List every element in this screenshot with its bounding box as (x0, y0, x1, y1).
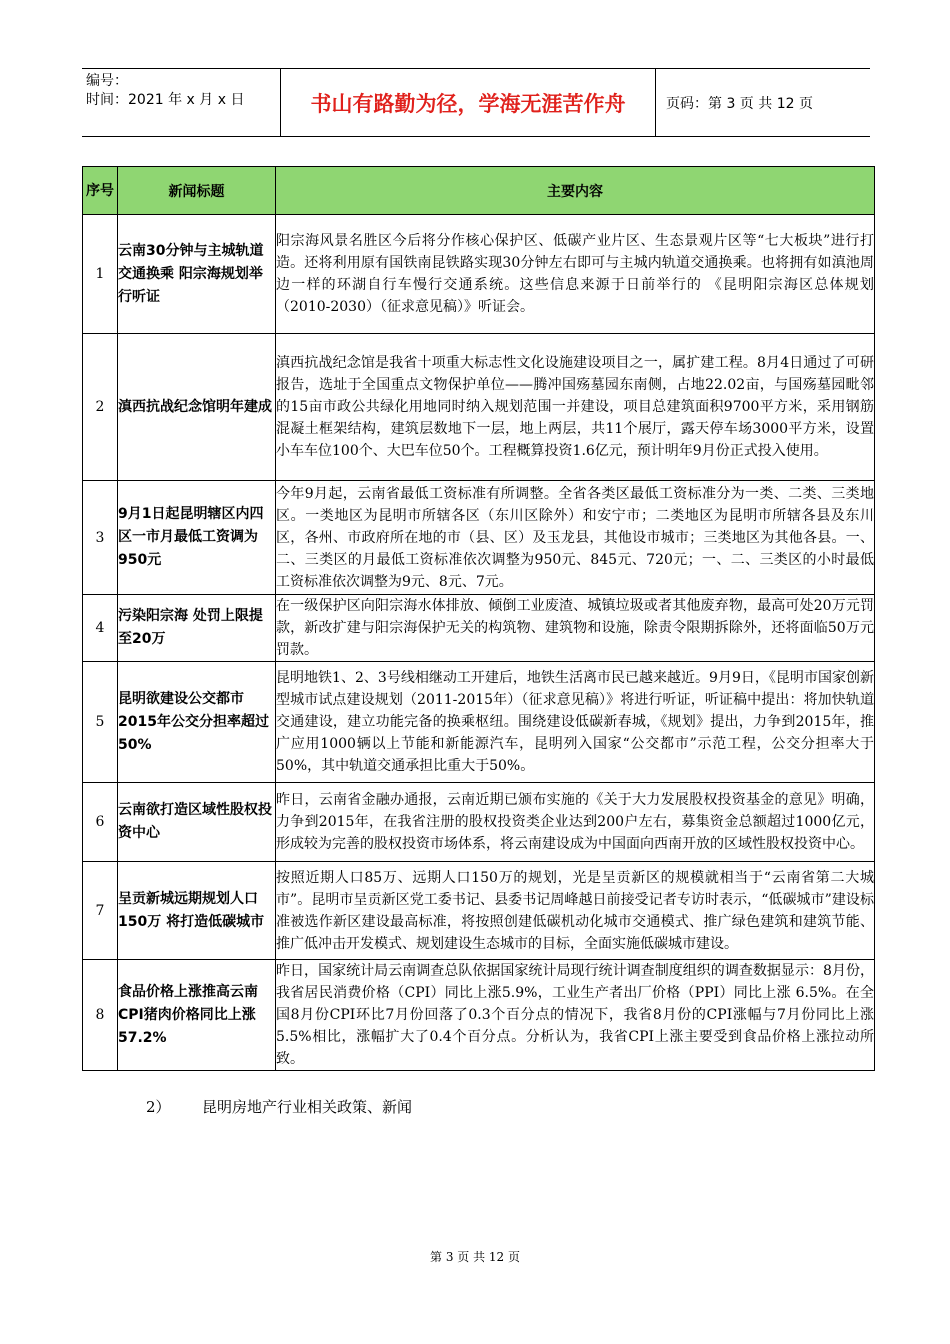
row-content: 昨日，云南省金融办通报，云南近期已颁布实施的《关于大力发展股权投资基金的意见》明确，力争到2015年，在我省注册的股权投资类企业达到200户左右，募集资金总额超过1000亿元，形成较为完善的股权投资市场体系，将云南建设成为中国面向西南开放的区域性股权投资中心。 (276, 783, 875, 862)
number-label: 编号： (86, 73, 128, 89)
section-title: 昆明房地产行业相关政策、新闻 (202, 1098, 413, 1116)
row-title: 昆明欲建设公交都市 2015年公交分担率超过50% (118, 662, 276, 783)
table-row (83, 862, 875, 960)
row-title: 食品价格上涨推高云南CPI猪肉价格同比上涨57.2% (118, 960, 276, 1071)
row-number: 3 (83, 481, 118, 595)
row-content: 昨日，国家统计局云南调查总队依据国家统计局现行统计调查制度组织的调查数据显示：8月份，我省居民消费价格（CPI）同比上涨5.9%，工业生产者出厂价格（PPI）同比上涨 6.5%。在全国8月份CPI环比7月份回落了0.3个百分点的情况下，我省8月份的CPI涨幅与7月份同比上涨5.5%相比，涨幅扩大了0.4个百分点。分析认为，我省CPI上涨主要受到食品价格上涨拉动所致。 (276, 960, 875, 1071)
row-title: 9月1日起昆明辖区内四区一市月最低工资调为950元 (118, 481, 276, 595)
news-table (82, 166, 875, 1071)
row-number: 1 (83, 215, 118, 334)
row-number: 5 (83, 662, 118, 783)
table-row (83, 595, 875, 662)
section-number: 2） (146, 1098, 171, 1116)
row-content: 阳宗海风景名胜区今后将分作核心保护区、低碳产业片区、生态景观片区等“七大板块”进行打造。还将利用原有国铁南昆铁路实现30分钟左右即可与主城内轨道交通换乘。也将拥有如滇池周边一样的环湖自行车慢行交通系统。这些信息来源于日前举行的 《昆明阳宗海区总体规划（2010-2030）（征求意见稿）》听证会。 (276, 215, 875, 334)
row-number: 4 (83, 595, 118, 662)
row-number: 6 (83, 783, 118, 862)
page-footer: 第 3 页 共 12 页 (430, 1250, 520, 1264)
row-title: 污染阳宗海 处罚上限提至20万 (118, 595, 276, 662)
row-title: 云南30分钟与主城轨道交通换乘 阳宗海规划举行听证 (118, 215, 276, 334)
row-title: 滇西抗战纪念馆明年建成 (118, 334, 276, 481)
row-content: 今年9月起，云南省最低工资标准有所调整。全省各类区最低工资标准分为一类、二类、三类地区。一类地区为昆明市所辖各区（东川区除外）和安宁市；二类地区为昆明市所辖各县及东川区，各州、市政府所在地的市（县、区）及玉龙县，其他设市城市；三类地区为其他各县。一、二、三类区的月最低工资标准依次调整为950元、845元、720元；一、二、三类区的小时最低工资标准依次调整为9元、8元、7元。 (276, 481, 875, 595)
row-number: 7 (83, 862, 118, 960)
row-content: 昆明地铁1、2、3号线相继动工开建后，地铁生活离市民已越来越近。9月9日，《昆明市国家创新型城市试点建设规划（2011-2015年）（征求意见稿）》将进行听证，听证稿中提出：将加快轨道交通建设，建立功能完备的换乘枢纽。围绕建设低碳新春城，《规划》提出，力争到2015年，推广应用1000辆以上节能和新能源汽车，昆明列入国家“公交都市”示范工程，公交分担率大于50%，其中轨道交通承担比重大于50%。 (276, 662, 875, 783)
row-content: 滇西抗战纪念馆是我省十项重大标志性文化设施建设项目之一，属扩建工程。8月4日通过了可研报告，选址于全国重点文物保护单位——腾冲国殇墓园东南侧，占地22.02亩，与国殇墓园毗邻的15亩市政公共绿化用地同时纳入规划范围一并建设，项目总建筑面积9700平方米，采用钢筋混凝土框架结构，建筑层数地下一层，地上两层，共11个展厅，露天停车场3000平方米，设置小车车位100个、大巴车位50个。工程概算投资1.6亿元，预计明年9月份正式投入使用。 (276, 334, 875, 481)
section-heading (146, 1096, 412, 1117)
table-row (83, 960, 875, 1071)
header-page-info: 页码：第 3 页 共 12 页 (666, 95, 813, 112)
table-row (83, 481, 875, 595)
table-row (83, 334, 875, 481)
header-meta (82, 69, 280, 136)
table-row (83, 662, 875, 783)
page-header (82, 68, 870, 137)
header-no: 序号 (83, 167, 118, 215)
row-content: 在一级保护区向阳宗海水体排放、倾倒工业废渣、城镇垃圾或者其他废弃物，最高可处20万元罚款，新改扩建与阳宗海保护无关的构筑物、建筑物和设施，除责令限期拆除外，还将面临50万元罚款。 (276, 595, 875, 662)
row-content: 按照近期人口85万、远期人口150万的规划，光是呈贡新区的规模就相当于“云南省第二大城市”。昆明市呈贡新区党工委书记、县委书记周峰越日前接受记者专访时表示，“低碳城市”建设标准被选作新区建设最高标准，将按照创建低碳机动化城市交通模式、推广绿色建筑和建筑节能、推广低冲击开发模式、规划建设生态城市的目标，全面实施低碳城市建设。 (276, 862, 875, 960)
table-row (83, 215, 875, 334)
header-motto: 书山有路勤为径，学海无涯苦作舟 (280, 69, 656, 136)
header-content: 主要内容 (276, 167, 875, 215)
date-label: 时间：2021 年 x 月 x 日 (86, 92, 245, 108)
row-number: 8 (83, 960, 118, 1071)
header-title: 新闻标题 (118, 167, 276, 215)
table-header-row (83, 167, 875, 215)
row-number: 2 (83, 334, 118, 481)
row-title: 呈贡新城远期规划人口150万 将打造低碳城市 (118, 862, 276, 960)
row-title: 云南欲打造区域性股权投资中心 (118, 783, 276, 862)
table-row (83, 783, 875, 862)
